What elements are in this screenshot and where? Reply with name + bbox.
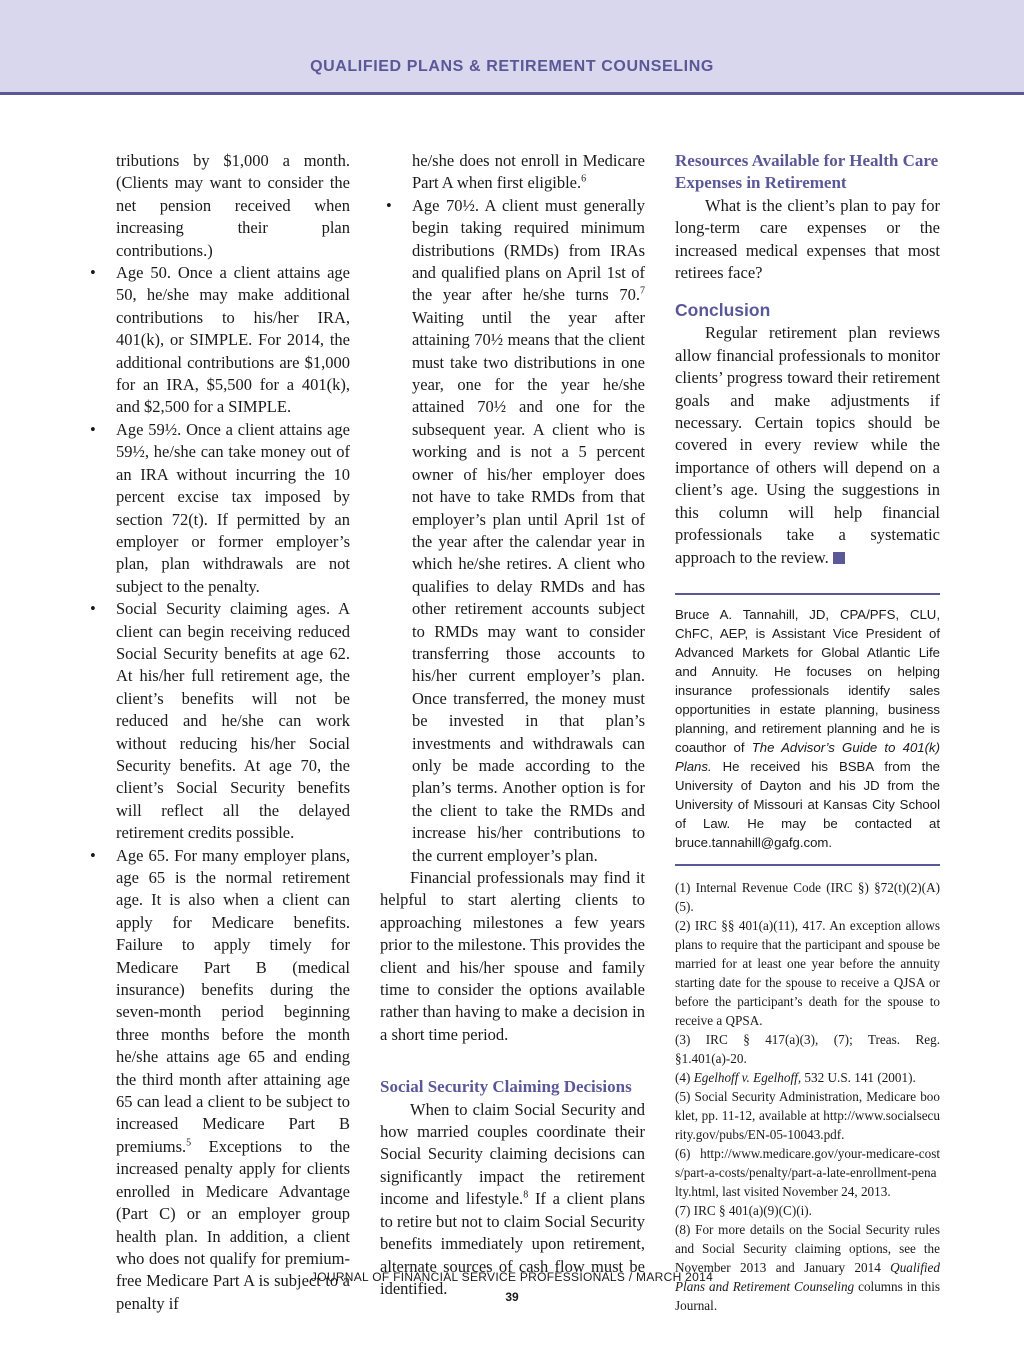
milestone-list-continued	[380, 195, 645, 867]
list-item-text: Age 65. For many employer plans, age 65 is the normal retirement age. It is also when a client can apply for Medicare benefits. Failure to apply timely for Medicare Part B (medical insurance) benefits during the seven-month period beginning three months before the month he/she attains age 65 and ending the third month after attaining age 65 can lead a client to be subject to increased Medicare Part B premiums.	[116, 845, 350, 1156]
footnote-item: (7) IRC § 401(a)(9)(C)(i).	[675, 1202, 812, 1218]
book-title: The Advisor’s Guide to 401(k) Plans.	[675, 739, 940, 774]
list-item-age-65	[84, 845, 350, 1316]
paragraph-text: When to claim Social Security and how married couples coordinate their Social Security claiming decisions can significantly impact the retirement income and lifestyle.	[380, 1099, 645, 1209]
paragraph: Financial professionals may find it helpful to start alerting clients to approaching milestones a few years prior to the milestone. This provides the client and his/her spouse and family time to consider the options available rather than having to make a decision in a short time period.	[380, 868, 645, 1044]
header-band	[0, 0, 1024, 92]
running-header: QUALIFIED PLANS & RETIREMENT COUNSELING	[310, 58, 714, 75]
footnote-item: (2) IRC §§ 401(a)(11), 417. An exception allows plans to require that the participant and spouse be married for at least one year before the annuity starting date for the spouse to receive a QJSA or before the participant’s death for the spouse to receive a QPSA.	[675, 917, 940, 1028]
column-3	[675, 150, 940, 1315]
bio-text: Bruce A. Tannahill, JD, CPA/PFS, CLU, ChFC, AEP, is Assistant Vice President of Advanced Markets for Global Atlantic Life and Annuity. He focuses on helping insurance professionals identify sales opportunities in estate planning, business planning, and retirement planning and he is coauthor of	[675, 606, 940, 755]
footnote-item: (5) Social Security Administration, Medicare booklet, pp. 11-12, available at http://www.socialsecurity.gov/pubs/EN-05-10043.pdf.	[675, 1088, 940, 1142]
continued-text-body: he/she does not enroll in Medicare Part A when first eligible.	[412, 151, 645, 193]
list-item-age-50: • Age 50. Once a client attains age 50, he/she may make additional contributions to his/her IRA, 401(k), or SIMPLE. For 2014, the additional contributions are $1,000 for an IRA, $5,500 for a 401(k), and $2,500 for a SIMPLE.	[84, 262, 350, 419]
footnote-ref: 7	[640, 285, 645, 297]
section-heading-conclusion: Conclusion	[675, 300, 771, 321]
footnote-ref: 6	[581, 173, 587, 185]
column-title: Qualified Plans and Retirement Counseling	[675, 1259, 940, 1294]
paragraph-text: Regular retirement plan reviews allow financial professionals to monitor clients’ progress toward their retirement goals and make adjustments if necessary. Certain topics should be covered in every review while the importance of others will depend on a client’s age. Using the suggestions in this column will help financial professionals take a systematic approach to the review.	[675, 323, 940, 567]
continued-text	[380, 150, 645, 195]
milestone-list	[84, 262, 350, 1315]
footnote-number: (4)	[675, 1069, 694, 1085]
list-item-age-59-half: • Age 59½. Once a client attains age 59½, he/she can take money out of an IRA without incurring the 10 percent excise tax imposed by section 72(t). If permitted by an employer or former employer’s plan, plan withdrawals are not subject to the penalty.	[84, 419, 350, 598]
header-rule	[0, 92, 1024, 95]
bio-text-tail: He received his BSBA from the University of Dayton and his JD from the University of Missouri at Kansas City School of Law. He may be contacted at bruce.tannahill@gafg.com.	[675, 758, 940, 850]
footnote-item	[675, 1068, 940, 1087]
footnote-ref: 5	[186, 1137, 192, 1149]
footnote-item: (1) Internal Revenue Code (IRC §) §72(t)(2)(A)(5).	[675, 879, 940, 914]
footnote-tail: columns in this Journal.	[675, 1278, 941, 1313]
paragraph: What is the client’s plan to pay for long-term care expenses or the increased medical expenses that most retirees face?	[675, 195, 940, 283]
list-item-social-security-ages: • Social Security claiming ages. A client can begin receiving reduced Social Security benefits at age 62. At his/her full retirement age, the client’s benefits will not be reduced and he/she can work without reducing his/her Social Security benefits. At age 70, the client’s Social Security benefits will reflect all the delayed retirement credits possible.	[84, 598, 350, 844]
column-2	[380, 150, 645, 1300]
paragraph-text-tail: If a client plans to retire but not to claim Social Security benefits immediately upon retirement, alternate sources of cash flow must be identified.	[380, 1189, 645, 1298]
list-item-age-70-half	[380, 195, 645, 867]
author-bio	[675, 605, 940, 852]
footnote-ref: 8	[523, 1189, 529, 1201]
paragraph	[675, 322, 940, 568]
section-heading: Resources Available for Health Care Expenses in Retirement	[675, 151, 939, 193]
continued-text: tributions by $1,000 a month. (Clients may want to consider the net pension received when increasing their plan contributions.)	[116, 151, 350, 260]
section-heading: Social Security Claiming Decisions	[380, 1077, 632, 1097]
list-item-text-tail: Exceptions to the increased penalty apply for clients enrolled in Medicare Advantage (Part C) or an employer group health plan. In addition, a client who does not qualify for premium-free Medicare Part A is subject to a penalty if	[116, 1136, 350, 1313]
list-item-text: Age 70½. A client must generally begin taking required minimum distributions (RMDs) from IRAs and qualified plans on April 1st of the year after he/she turns 70.	[412, 195, 645, 305]
footnotes	[675, 878, 940, 1315]
footnote-item: (3) IRC § 417(a)(3), (7); Treas. Reg. §1.401(a)-20.	[675, 1031, 940, 1066]
footnote-item: (6) http://www.medicare.gov/your-medicare-costs/part-a-costs/penalty/part-a-late-enrollment-penalty.html, last visited November 24, 2013.	[675, 1145, 940, 1199]
column-1	[84, 150, 350, 1315]
list-item-text-tail: Waiting until the year after attaining 70½ means that the client must take two distributions in one year, one for the year he/she attained 70½ and one for the subsequent year. A client who is working and is not a 5 percent owner of his/her employer does not have to take RMDs from that employer’s plan until April 1st of the year after the calendar year in which he/she retires. A client who qualifies to delay RMDs and has other retirement accounts subject to RMDs may want to consider transferring those accounts to his/her current employer’s plan. Once transferred, the money must be invested in that plan’s investments and withdrawals can only be made according to the plan’s terms. Another option is for the client to take the RMDs and increase his/her contributions to the current employer’s plan.	[412, 307, 645, 865]
footnote-text: (8) For more details on the Social Security rules and Social Security claiming options, see the November 2013 and January 2014	[675, 1221, 940, 1275]
footnote-tail: 532 U.S. 141 (2001).	[801, 1069, 916, 1085]
page-number: 39	[505, 1290, 519, 1304]
end-mark-icon	[833, 552, 845, 564]
journal-footer: JOURNAL OF FINANCIAL SERVICE PROFESSIONALS / MARCH 2014	[310, 1270, 714, 1284]
case-name: Egelhoff v. Egelhoff,	[693, 1069, 802, 1085]
